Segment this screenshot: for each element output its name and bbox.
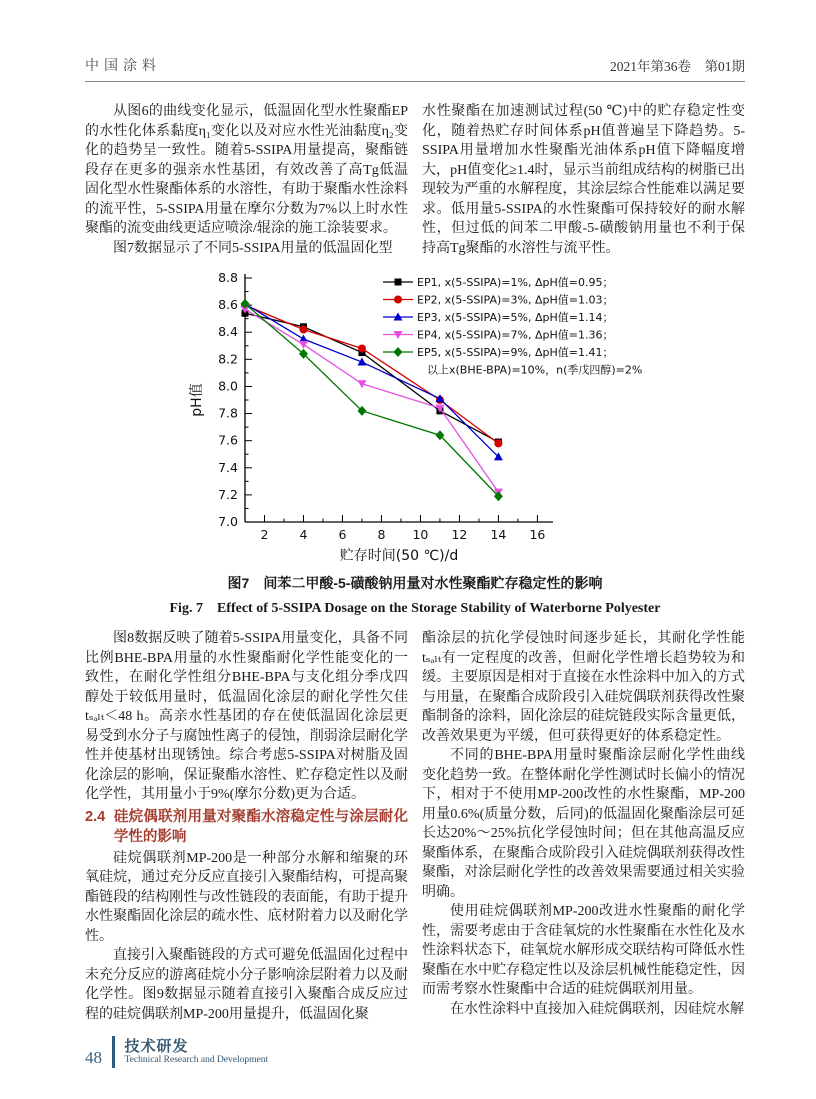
marker-circle	[394, 296, 402, 304]
marker-square	[395, 279, 402, 286]
y-tick-label: 8.6	[218, 297, 238, 313]
figure-caption-zh: 图7 间苯二甲酸-5-磺酸钠用量对水性聚酯贮存稳定性的影响	[227, 575, 603, 591]
paragraph: 硅烷偶联剂MP-200是一种部分水解和缩聚的环氧硅烷，通过充分反应直接引入聚酯结构，可提高聚酯链段的结构刚性与改性链段的表面能，有助于提升水性聚酯固化涂层的疏水性、底材附着力以及耐化学性。	[85, 850, 408, 944]
section-heading	[85, 807, 408, 847]
x-tick-label: 2	[260, 527, 269, 542]
section-title: 硅烷偶联剂用量对聚酯水溶稳定性与涂层耐化学性的影响	[113, 808, 408, 845]
figure-caption-en: Fig. 7 Effect of 5-SSIPA Dosage on the Storage Stability of Waterborne Polyester	[169, 601, 661, 616]
bottom-right-column	[422, 629, 745, 1024]
y-tick-label: 8.4	[218, 324, 238, 340]
section-number: 2.4	[85, 808, 106, 825]
bottom-left-column	[85, 629, 408, 1024]
x-tick-label: 4	[299, 527, 308, 542]
legend-footnote: 以上x(BHE-BPA)=10%，n(季戊四醇)=2%	[427, 363, 643, 377]
paragraph: 从图6的曲线变化显示，低温固化型水性聚酯EP的水性化体系黏度η₁变化以及对应水性光油黏度η₂变化的趋势呈一致性。随着5-SSIPA用量提高，聚酯链段存在更多的强亲水性基团，有效改善了高Tg低温固化型水性聚酯体系的水溶性，有助于聚酯水性涂料的流平性，5-SSIPA用量在摩尔分数为7%以上时水性聚酯的流变曲线更适应喷涂/辊涂的施工涂装要求。	[85, 104, 408, 236]
y-tick-label: 7.0	[218, 514, 238, 529]
page-number: 48	[85, 1048, 102, 1067]
x-tick-label: 10	[412, 527, 429, 542]
legend-label: EP3, x(5-SSIPA)=5%, ΔpH值=1.14；	[417, 311, 614, 324]
journal-title: 中国涂料	[85, 59, 161, 74]
chart-svg	[145, 266, 725, 566]
legend-label: EP1, x(5-SSIPA)=1%, ΔpH值=0.95；	[417, 276, 614, 289]
footer-section	[125, 1038, 269, 1066]
paragraph: 酯涂层的抗化学侵蚀时间逐步延长，其耐化学性能tₛₐₗₜ有一定程度的改善，但耐化学性增长趋势较为和缓。主要原因是相对于直接在水性涂料中加入的方式与用量，在聚酯合成阶段引入硅烷偶联剂获得改性聚酯制备的涂料，固化涂层的硅烷链段实际含量更低，改善效果更为平缓，但可获得更好的体系稳定性。	[422, 631, 745, 744]
footer-section-en: Technical Research and Development	[124, 1055, 269, 1066]
chart-legend	[383, 275, 642, 377]
bottom-text-columns	[85, 629, 745, 1024]
y-tick-label: 8.8	[218, 270, 238, 285]
y-tick-label: 7.2	[218, 486, 238, 502]
marker-circle	[299, 326, 307, 334]
marker-circle	[358, 344, 366, 352]
footer-section-zh: 技术研发	[124, 1037, 189, 1055]
legend-label: EP5, x(5-SSIPA)=9%, ΔpH值=1.41；	[417, 346, 614, 359]
issue-info: 2021年第36卷 第01期	[610, 59, 745, 74]
marker-triangle-up	[357, 358, 366, 366]
marker-circle	[494, 439, 502, 447]
footer-divider	[112, 1036, 115, 1068]
paragraph: 图8数据反映了随着5-SSIPA用量变化，具备不同比例BHE-BPA用量的水性聚酯耐化学性能变化的一致性，在耐化学性组分BHE-BPA与支化组分季戊四醇处于较低用量时，低温固化涂层的耐化学性欠佳tₛₐₗₜ＜48 h。高亲水性基团的存在使低温固化涂层更易受到水分子与腐蚀性离子的侵蚀，削弱涂层耐化学性并使基材出现锈蚀。综合考虑5-SSIPA对树脂及固化涂层的影响，保证聚酯水溶性、贮存稳定性以及耐化学性，其用量小于9%(摩尔分数)更为合适。	[85, 631, 408, 802]
paragraph: 不同的BHE-BPA用量时聚酯涂层耐化学性曲线变化趋势一致。在整体耐化学性测试时长偏小的情况下，相对于不使用MP-200改性的水性聚酯，MP-200用量0.6%(质量分数，后同)的低温固化聚酯涂层可延长达20%～25%抗化学侵蚀时间；但在其他高温反应聚酯体系，在聚酯合成阶段引入硅烷偶联剂获得改性聚酯，对涂层耐化学性的改善效果需要通过相关实验明确。	[422, 748, 745, 900]
x-tick-label: 6	[338, 527, 347, 542]
paragraph: 水性聚酯在加速测试过程(50 ℃)中的贮存稳定性变化，随着热贮存时间体系pH值普遍呈下降趋势。5-SSIPA用量增加水性聚酯光油体系pH值下降幅度增大，pH值变化≥1.4时，显示当前组成结构的树脂已出现较为严重的水解程度，其涂层综合性能难以满足要求。低用量5-SSIPA的水性聚酯可保持较好的耐水解性，但过低的间苯二甲酸-5-磺酸钠用量也不利于保持高Tg聚酯的水溶性与流平性。	[422, 104, 745, 256]
x-tick-label: 14	[490, 527, 507, 542]
y-tick-label: 8.2	[218, 351, 238, 367]
y-axis-title: pH值	[189, 383, 205, 417]
paragraph: 图7数据显示了不同5-SSIPA用量的低温固化型	[113, 240, 393, 256]
paragraph: 直接引入聚酯链段的方式可避免低温固化过程中未充分反应的游离硅烷小分子影响涂层附着力以及耐化学性。图9数据显示随着直接引入聚酯合成反应过程的硅烷偶联剂MP-200用量提升，低温固化聚	[85, 948, 408, 1022]
top-left-column	[85, 102, 408, 258]
marker-triangle-down	[299, 341, 308, 349]
x-tick-label: 16	[529, 527, 546, 542]
page-footer	[85, 1036, 268, 1068]
figure-caption	[85, 573, 745, 617]
x-axis-title: 贮存时间(50 ℃)/d	[339, 548, 459, 564]
series-line	[245, 304, 498, 457]
y-tick-label: 7.8	[218, 405, 238, 421]
legend-label: EP2, x(5-SSIPA)=3%, ΔpH值=1.03；	[417, 293, 614, 307]
y-tick-label: 7.6	[218, 432, 238, 448]
y-tick-label: 8.0	[218, 378, 238, 394]
page-header	[85, 55, 745, 82]
legend-label: EP4, x(5-SSIPA)=7%, ΔpH值=1.36；	[417, 328, 614, 342]
paragraph: 使用硅烷偶联剂MP-200改进水性聚酯的耐化学性，需要考虑由于含硅氧烷的水性聚酯在水性化及水性涂料状态下，硅氧烷水解形成交联结构可降低水性聚酯在水中贮存稳定性以及涂层机械性能稳定性，因而需考察水性聚酯中合适的硅烷偶联剂用量。	[422, 904, 745, 997]
top-right-column	[422, 102, 745, 258]
figure-chart	[145, 266, 745, 571]
paragraph: 在水性涂料中直接加入硅烷偶联剂，因硅烷水解	[450, 1001, 744, 1017]
top-text-columns	[85, 102, 745, 258]
x-tick-label: 8	[377, 527, 386, 542]
y-tick-label: 7.4	[218, 459, 238, 475]
marker-diamond	[394, 347, 403, 357]
x-tick-label: 12	[451, 527, 468, 542]
